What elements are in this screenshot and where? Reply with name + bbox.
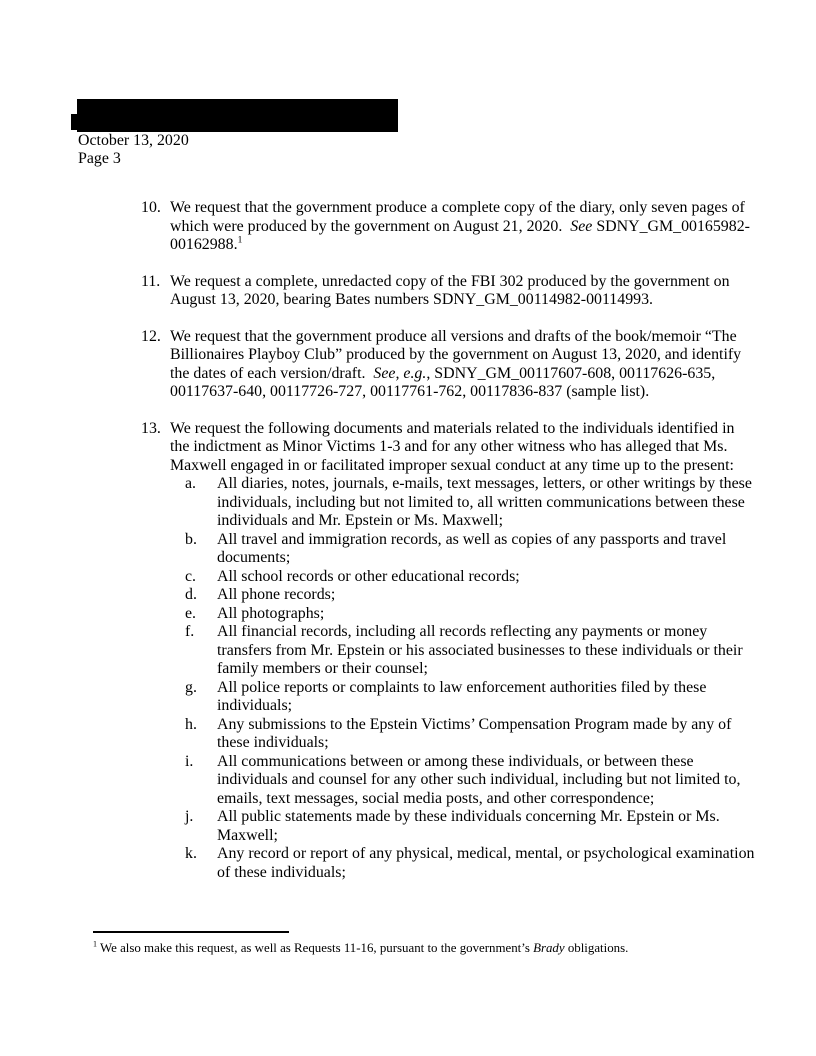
subrequest-item-e <box>170 605 757 624</box>
subitem-text: All public statements made by these individuals concerning Mr. Epstein or Ms. Maxwell; <box>217 808 724 844</box>
item-number: 12. <box>141 327 161 345</box>
subrequest-item-f <box>170 623 757 679</box>
item-number: 11. <box>141 272 161 290</box>
letterhead <box>78 132 189 167</box>
subitem-letter: i. <box>185 752 194 770</box>
subitem-text: All police reports or complaints to law enforcement authorities filed by these individuals; <box>217 678 711 714</box>
item-text: , SDNY_GM_00117607-608, 00117626-635, 00117637-640, 00117726-727, 00117761-762, 00117836-837 (sample list). <box>170 364 720 400</box>
letter-date: October 13, 2020 <box>78 132 189 149</box>
footnote-rule <box>93 931 289 933</box>
redaction-bar-nub <box>71 114 78 130</box>
subitem-text: Any record or report of any physical, medical, mental, or psychological examination of these individuals; <box>217 845 759 881</box>
subrequest-item-d <box>170 586 757 605</box>
subitem-letter: j. <box>185 808 194 825</box>
item-text-italic: See <box>570 217 593 235</box>
subitem-letter: d. <box>185 586 197 603</box>
item-text: SDNY_GM_00165982-00162988. <box>170 217 750 253</box>
item-text: We request the following documents and materials related to the individuals identified in the indictment as Minor Victims 1-3 and for any other witness who has alleged that Ms. Maxwell engaged in or facilitated improper sexual conduct at any time up to the present: <box>170 419 739 474</box>
footnote-marker: 1 <box>93 939 97 949</box>
subitem-letter: f. <box>185 623 195 640</box>
subitem-text: Any submissions to the Epstein Victims’ Compensation Program made by any of these individuals; <box>217 715 736 751</box>
page-number: Page 3 <box>78 149 121 167</box>
subitem-text: All travel and immigration records, as well as copies of any passports and travel documents; <box>217 530 731 566</box>
subitem-text: All financial records, including all records reflecting any payments or money transfers from Mr. Epstein or his associated businesses to these individuals or their family members or their counsel; <box>217 623 747 677</box>
subrequest-item-g <box>170 679 757 716</box>
subitem-text: All communications between or among these individuals, or between these individuals and counsel for any other such individual, including but not limited to, emails, text messages, social media posts, and other correspondence; <box>217 752 745 807</box>
item-text: We request that the government produce a complete copy of the diary, only seven pages of which were produced by the government on August 21, 2020. <box>170 199 749 235</box>
footnote <box>93 941 677 957</box>
footnote-text-italic: Brady <box>533 941 565 955</box>
subitem-letter: b. <box>185 530 197 548</box>
footnote-text: obligations. <box>564 941 629 955</box>
subitem-text: All school records or other educational records; <box>217 567 520 585</box>
subitem-letter: a. <box>185 475 197 492</box>
subitem-letter: c. <box>185 567 197 585</box>
request-list <box>141 199 757 882</box>
subrequest-item-a <box>170 475 757 531</box>
request-item-10 <box>141 199 757 255</box>
subitem-letter: h. <box>185 715 197 733</box>
subrequest-item-k <box>170 845 757 882</box>
subitem-letter: k. <box>185 845 197 862</box>
item-number: 13. <box>141 419 161 437</box>
footnote-text: We also make this request, as well as Requests 11-16, pursuant to the government’s <box>97 941 534 955</box>
subrequest-item-c <box>170 568 757 587</box>
subitem-text: All phone records; <box>217 586 336 603</box>
subrequest-item-h <box>170 716 757 753</box>
footnote-reference: 1 <box>237 234 243 246</box>
request-item-11 <box>141 273 757 310</box>
subrequest-item-b <box>170 531 757 568</box>
subitem-letter: e. <box>185 604 197 622</box>
request-item-12 <box>141 328 757 402</box>
item-text: We request a complete, unredacted copy of the FBI 302 produced by the government on August 13, 2020, bearing Bates numbers SDNY_GM_00114982-00114993. <box>170 272 733 308</box>
item-text: We request that the government produce all versions and drafts of the book/memoir “The Billionaires Playboy Club” produced by the government on August 13, 2020, and identify the dates of each version/draft. <box>170 327 746 382</box>
subitem-letter: g. <box>185 678 197 696</box>
redaction-bar <box>77 99 398 132</box>
subrequest-item-j <box>170 808 757 845</box>
subitem-text: All photographs; <box>217 604 325 622</box>
subitem-text: All diaries, notes, journals, e-mails, text messages, letters, or other writings by these individuals, including but not limited to, all written communications between these individuals and Mr. Epstein or Ms. Maxwell; <box>217 475 756 529</box>
item-text-italic: See, e.g. <box>373 364 427 382</box>
item-number: 10. <box>141 199 161 216</box>
subrequest-item-i <box>170 753 757 809</box>
request-item-13 <box>141 420 757 883</box>
